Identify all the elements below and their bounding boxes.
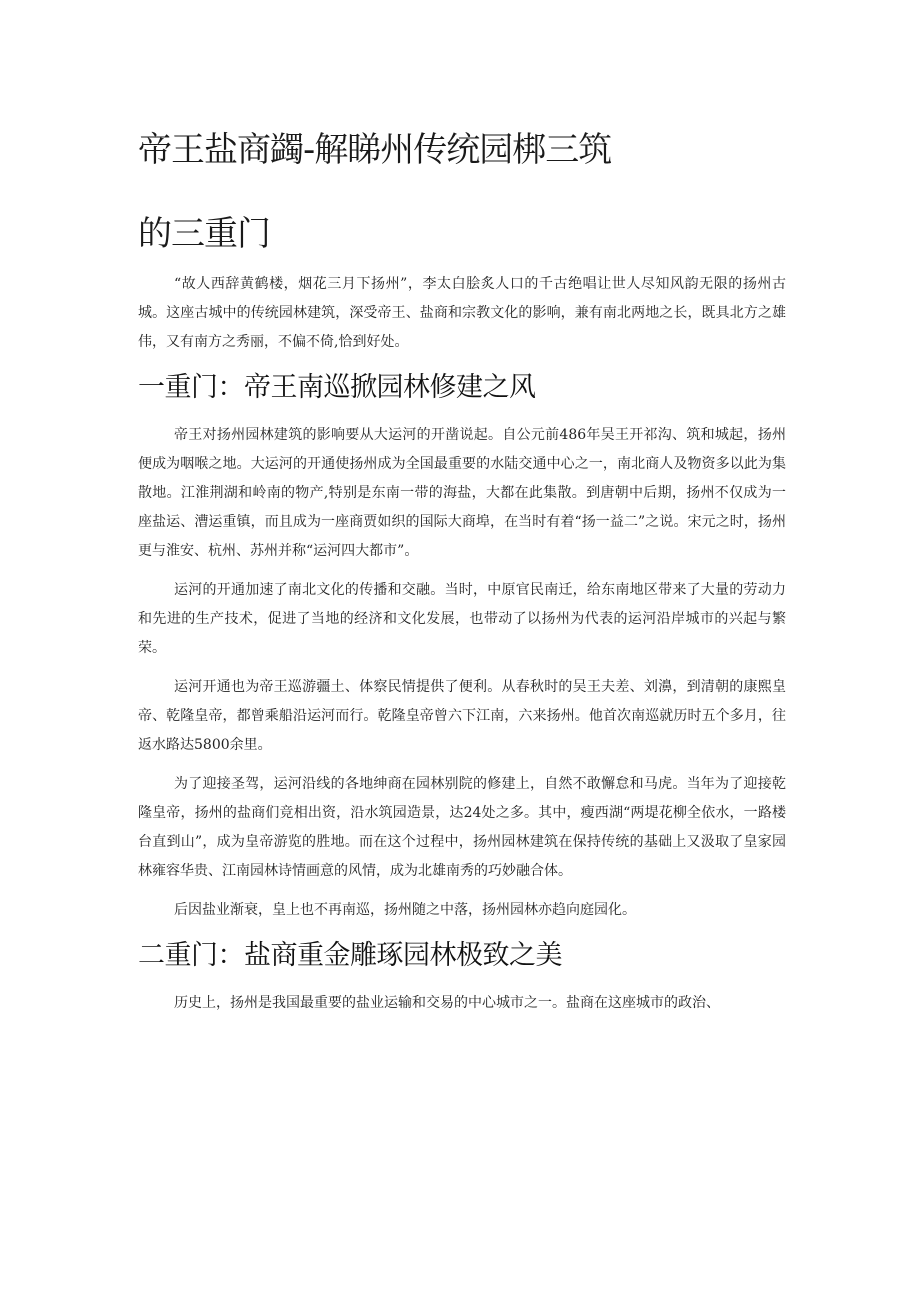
section-2-heading: 二重门：盐商重金雕琢园林极致之美 <box>138 940 562 971</box>
section-1-paragraph-2: 运河的开通加速了南北文化的传播和交融。当时，中原官民南迁，给东南地区带来了大量的劳动力和先进的生产技术，促进了当地的经济和文化发展，也带动了以扬州为代表的运河沿岸城市的兴起与繁荣。 <box>138 582 786 656</box>
section-1-paragraph-1: 帝王对扬州园林建筑的影响要从大运河的开凿说起。自公元前486年吴王开祁沟、筑和城起，扬州便成为咽喉之地。大运河的开通使扬州成为全国最重要的水陆交通中心之一，南北商人及物资多以此为集散地。江淮荆湖和岭南的物产,特别是东南一带的海盐，大都在此集散。到唐朝中后期，扬州不仅成为一座盐运、漕运重镇，而且成为一座商贾如织的国际大商埠，在当时有着“扬一益二”之说。宋元之时，扬州更与淮安、杭州、苏州并称“运河四大都市”。 <box>138 427 786 559</box>
section-1-paragraph-5: 后因盐业渐衰，皇上也不再南巡，扬州随之中落，扬州园林亦趋向庭园化。 <box>174 902 636 918</box>
document-body <box>138 270 786 1028</box>
section-1-heading: 一重门：帝王南巡掀园林修建之风 <box>138 372 536 403</box>
section-2-paragraph-1: 历史上，扬州是我国最重要的盐业运输和交易的中心城市之一。盐商在这座城市的政治、 <box>174 995 720 1011</box>
intro-paragraph: “故人西辞黄鹤楼，烟花三月下扬州”，李太白脍炙人口的千古绝唱让世人尽知风韵无限的扬州古城。这座古城中的传统园林建筑，深受帝王、盐商和宗教文化的影响，兼有南北两地之长，既具北方之雄伟，又有南方之秀丽，不偏不倚,恰到好处。 <box>138 276 786 350</box>
document-title-line-1: 帝王盐商蠲-解睇州传统园梆三筑 <box>138 130 612 170</box>
section-1-paragraph-3: 运河开通也为帝王巡游疆土、体察民情提供了便利。从春秋时的吴王夫差、刘濞，到清朝的康熙皇帝、乾隆皇帝，都曾乘船沿运河而行。乾隆皇帝曾六下江南，六来扬州。他首次南巡就历时五个多月，往返水路达5800余里。 <box>138 679 786 753</box>
section-1-paragraph-4: 为了迎接圣驾，运河沿线的各地绅商在园林别院的修建上，自然不敢懈怠和马虎。当年为了迎接乾隆皇帝，扬州的盐商们竞相出资，沿水筑园造景，达24处之多。其中，瘦西湖“两堤花柳全依水，一路楼台直到山”，成为皇帝游览的胜地。而在这个过程中，扬州园林建筑在保持传统的基础上又汲取了皇家园林雍容华贵、江南园林诗情画意的风情，成为北雄南秀的巧妙融合体。 <box>138 776 786 879</box>
document-title-line-2: 的三重门 <box>138 214 270 254</box>
